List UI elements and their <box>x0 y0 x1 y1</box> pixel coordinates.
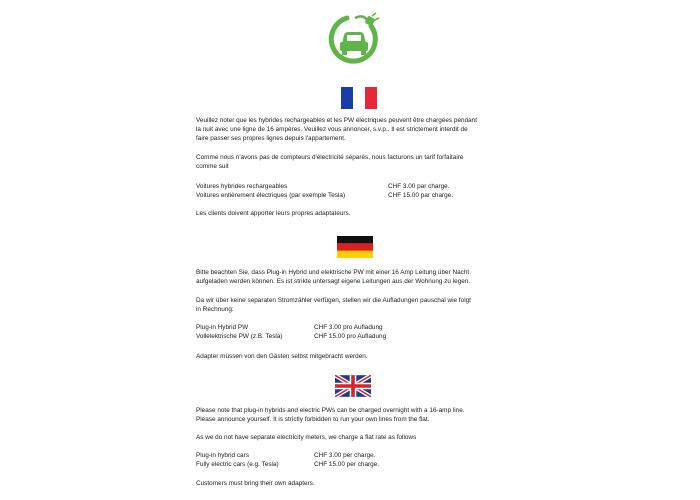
france-flag-icon <box>341 87 377 109</box>
price-value: CHF 15.00 per charge. <box>314 461 380 468</box>
price-label: Voitures hybrides rechargeables <box>196 183 288 190</box>
de-paragraph-3: Adapter müssen von den Gästen selbst mitgebracht werden. <box>196 353 368 360</box>
ev-charging-car-icon <box>325 10 383 68</box>
price-value: CHF 15.00 par charge. <box>388 192 454 199</box>
uk-flag-icon <box>335 375 371 397</box>
en-paragraph-3: Customers must bring their own adapters. <box>196 480 315 487</box>
price-value: CHF 3.00 par charge. <box>388 183 450 190</box>
germany-flag-icon <box>337 236 373 258</box>
en-paragraph-2: As we do not have separate electricity meters, we charge a flat rate as follows <box>196 434 417 441</box>
price-label: Fully electric cars (e.g. Tesla) <box>196 461 279 468</box>
fr-paragraph-3: Les clients doivent apporter leurs propres adaptateurs. <box>196 210 351 217</box>
price-value: CHF 3.00 per charge. <box>314 452 376 459</box>
price-label: Plug-in hybrid cars <box>196 452 249 459</box>
price-value: CHF 3.00 pro Aufladung <box>314 324 383 331</box>
price-value: CHF 15.00 pro Aufladung <box>314 333 387 340</box>
price-label: Plug-in Hybrid PW <box>196 324 249 331</box>
price-label: Voitures entièrement électriques (par exemple Tesla) <box>196 192 346 199</box>
price-label: Vollelektrische PW (z.B. Tesla) <box>196 333 283 340</box>
